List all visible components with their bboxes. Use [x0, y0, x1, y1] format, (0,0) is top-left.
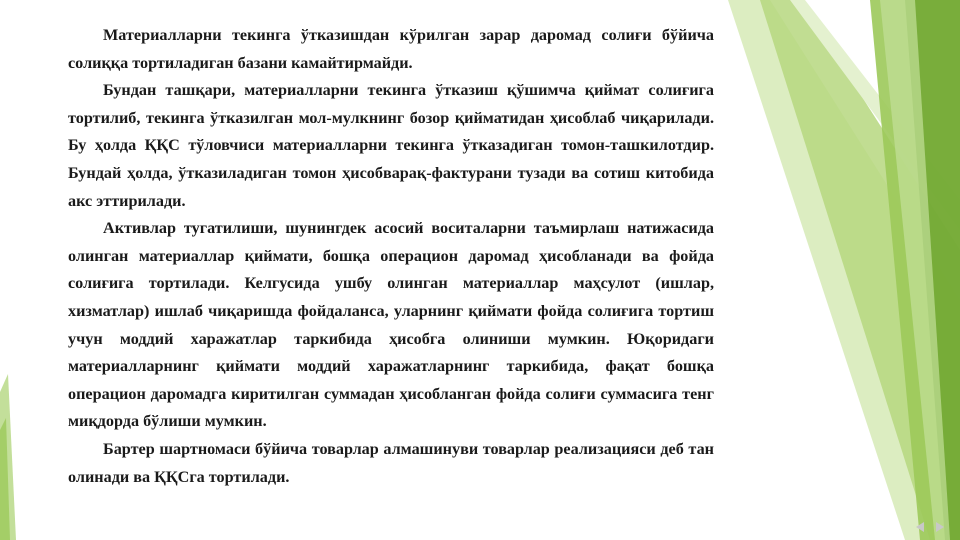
triangle-left-icon[interactable] — [916, 522, 924, 532]
paragraph-2: Бундан ташқари, материалларни текинга ўтказиш қўшимча қиймат солиғига тортилиб, текинга ўтказилган мол-мулкнинг бозор қийматидан ҳисоблаб чиқарилади. Бу ҳолда ҚҚС тўловчиси материалларни текинга ўтказадиган томон-ташкилотдир. Бундай ҳолда, ўтказиладиган томон ҳисобварақ-фактурани тузади ва сотиш китобида акс эттирилади. — [68, 81, 714, 210]
document-body — [68, 22, 714, 491]
paragraph-1: Материалларни текинга ўтказишдан кўрилган зарар даромад солиғи бўйича солиққа тортиладиган базани камайтирмайди. — [68, 26, 714, 72]
paragraph-4: Бартер шартномаси бўйича товарлар алмашинуви товарлар реализацияси деб тан олинади ва ҚҚСга тортилади. — [68, 439, 714, 486]
paragraph-3: Активлар тугатилиши, шунингдек асосий воситаларни таъмирлаш натижасида олинган материаллар қиймати, бошқа операцион даромад ҳисобланади ва фойда солиғига тортилади. Келгусида ушбу олинган материаллар маҳсулот (ишлар, хизматлар) ишлаб чиқаришда фойдаланса, уларнинг қиймати фойда солиғига тортиш учун моддий харажатлар таркибида ҳисобга олиниши мумкин. Юқоридаги материалларнинг қиймати моддий харажатларнинг таркибида, фақат бошқа операцион даромадга киритилган суммадан ҳисобланган фойда солиғи суммасига тенг миқдорда бўлиши мумкин. — [68, 219, 714, 431]
triangle-right-icon[interactable] — [936, 522, 944, 532]
slide-navigation — [916, 522, 944, 532]
